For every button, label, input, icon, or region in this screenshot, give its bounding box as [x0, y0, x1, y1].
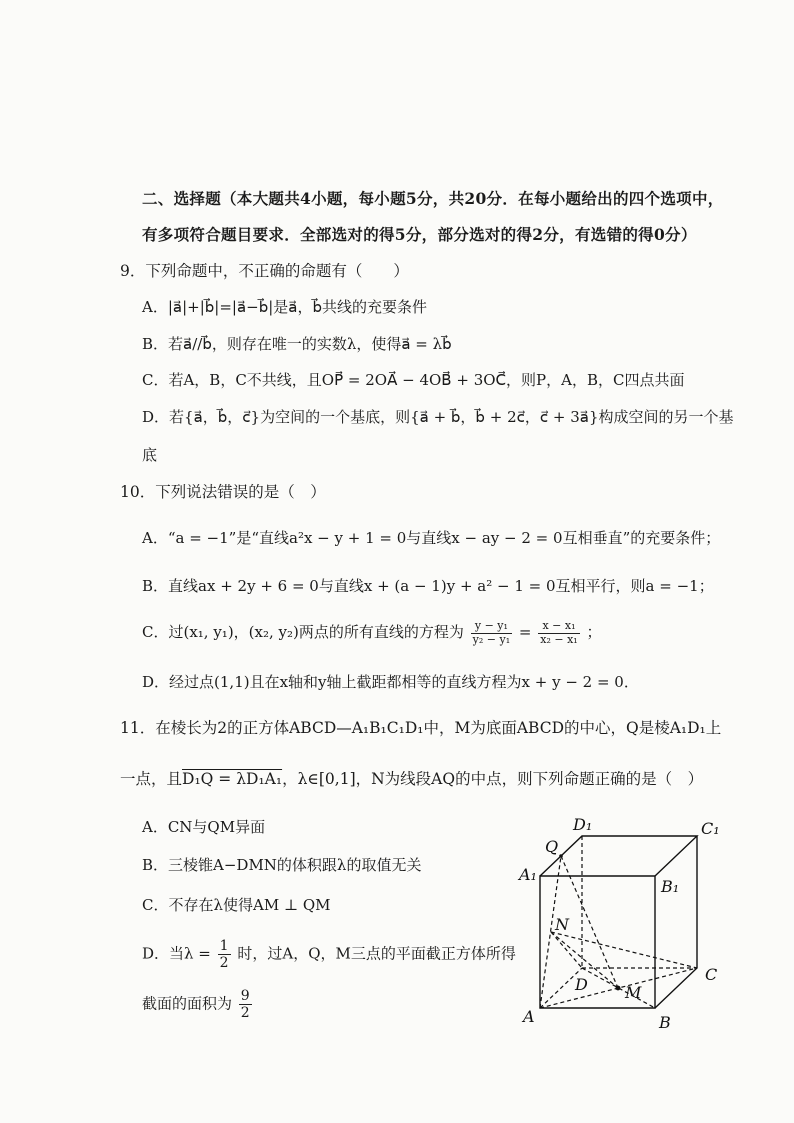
cube-figure: [515, 808, 750, 1038]
label-d1: D₁: [573, 815, 593, 834]
q10-option-c-end: ；: [586, 623, 602, 642]
q11-option-d: [142, 938, 516, 971]
q11-fraction-area: [239, 988, 252, 1021]
q11-option-c: C．不存在λ使得AM ⊥ QM: [142, 896, 331, 914]
q10-option-b: B．直线ax + 2y + 6 = 0与直线x + (a − 1)y + a² − 1 = 0互相平行，则a = −1；: [142, 577, 714, 595]
q11-stem-line2: [120, 770, 703, 789]
q10-option-c: [142, 620, 602, 646]
label-n: N: [555, 915, 569, 934]
point-m-dot: [616, 986, 621, 991]
q10-fraction-y: [471, 620, 512, 646]
label-c: C: [705, 965, 718, 984]
label-m: M: [625, 983, 642, 1002]
q11-fraction-half-den: 2: [219, 955, 229, 972]
q11-fraction-half-num: 1: [219, 938, 229, 954]
q9-stem: 9．下列命题中，不正确的命题有（ ）: [120, 262, 409, 280]
q10-option-a: A．“a = −1”是“直线a²x − y + 1 = 0与直线x − ay − 2 = 0互相垂直”的充要条件；: [142, 529, 721, 547]
cube-top-face: [540, 836, 697, 876]
point-q-dot: [559, 854, 563, 858]
q11-option-d-cont: [142, 988, 254, 1021]
q10-fraction-x-num: x − x₁: [538, 620, 579, 634]
q10-equals: =: [518, 623, 532, 642]
label-a: A: [523, 1007, 535, 1026]
label-c1: C₁: [701, 819, 720, 838]
q9-option-d-line1: D．若{a⃗，b⃗，c⃗}为空间的一个基底，则{a⃗ + b⃗，b⃗ + 2c⃗，c⃗ + 3a⃗}构成空间的另一个基: [142, 408, 734, 426]
q11-fraction-area-num: 9: [240, 988, 250, 1004]
segment-nd: [551, 932, 582, 968]
q9-option-b: B．若a⃗//b⃗，则存在唯一的实数λ，使得a⃗ = λb⃗: [142, 335, 452, 353]
label-d: D: [575, 975, 588, 994]
q11-vector-expr: D₁Q = λD₁A₁: [182, 770, 283, 788]
q9-option-c: C．若A，B，C不共线，且OP⃗ = 2OA⃗ − 4OB⃗ + 3OC⃗，则P，A，B，C四点共面: [142, 371, 685, 389]
q11-option-b: B．三棱锥A−DMN的体积跟λ的取值无关: [142, 856, 422, 874]
q11-fraction-area-den: 2: [240, 1005, 250, 1022]
q10-option-d: D．经过点(1,1)且在x轴和y轴上截距都相等的直线方程为x + y − 2 = 0．: [142, 673, 639, 691]
cube-vertex-labels: [517, 815, 720, 1032]
label-b1: B₁: [661, 877, 680, 896]
q11-option-d-pre: D．当λ =: [142, 944, 211, 963]
q11-stem-line1: 11．在棱长为2的正方体ABCD—A₁B₁C₁D₁中，M为底面ABCD的中心，Q是棱A₁D₁上: [120, 719, 722, 737]
q11-option-d-cont-pre: 截面的面积为: [142, 994, 233, 1013]
q9-option-d-line2: 底: [142, 446, 158, 464]
q11-option-a: A．CN与QM异面: [142, 818, 266, 836]
q10-fraction-y-den: y₂ − y₁: [472, 632, 511, 646]
q10-fraction-y-num: y − y₁: [471, 620, 512, 634]
label-b: B: [659, 1013, 671, 1032]
section-header-line2: 有多项符合题目要求．全部选对的得5分，部分选对的得2分，有选错的得0分）: [142, 225, 697, 244]
q10-option-c-text: C．过(x₁, y₁)，(x₂, y₂)两点的所有直线的方程为: [142, 623, 464, 642]
section-header-line1: 二、选择题（本大题共4小题，每小题5分，共20分．在每小题给出的四个选项中，: [142, 189, 724, 208]
label-a1: A₁: [519, 865, 537, 884]
q11-fraction-half: [218, 938, 231, 971]
cube-right-face: [655, 836, 697, 1008]
q11-option-d-post: 时，过A，Q，M三点的平面截正方体所得: [237, 944, 516, 963]
q9-option-a: A．|a⃗|+|b⃗|=|a⃗−b⃗|是a⃗，b⃗共线的充要条件: [142, 298, 428, 316]
q10-fraction-x-den: x₂ − x₁: [540, 632, 578, 646]
q11-stem-line2-pre: 一点，且: [120, 770, 183, 788]
q10-fraction-x: [538, 620, 579, 646]
q11-stem-line2-post: ，λ∈[0,1]，N为线段AQ的中点，则下列命题正确的是（ ）: [282, 770, 704, 788]
q10-stem: 10．下列说法错误的是（ ）: [120, 483, 326, 501]
label-q: Q: [545, 837, 559, 856]
